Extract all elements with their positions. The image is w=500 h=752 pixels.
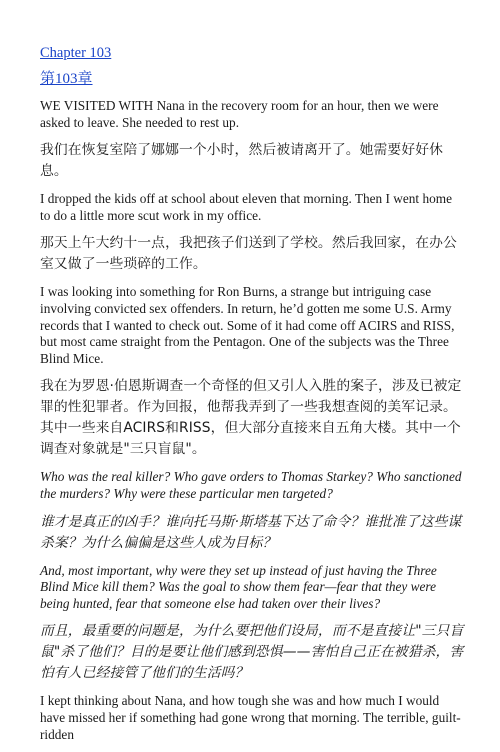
paragraph-en: I kept thinking about Nana, and how tough she was and how much I would have missed her if something had gone wrong that morning. The terrible, guilt-ridden xyxy=(40,693,461,742)
chapter-link-zh[interactable]: 第103章 xyxy=(40,71,93,87)
chapter-link-en[interactable]: Chapter 103 xyxy=(40,45,112,61)
paragraph-en: WE VISITED WITH Nana in the recovery room for an hour, then we were asked to leave. She needed to rest up. xyxy=(40,98,439,130)
paragraph-en: I dropped the kids off at school about eleven that morning. Then I went home to do a little more scut work in my office. xyxy=(40,191,452,223)
paragraph-zh: 我们在恢复室陪了娜娜一个小时，然后被请离开了。她需要好好休息。 xyxy=(40,142,444,180)
document-page xyxy=(40,44,464,752)
paragraph-en-italic: And, most important, why were they set up instead of just having the Three Blind Mice kill them? Was the goal to show them fear—fear that they were being hunted, fear that someone else had taken over their lives? xyxy=(40,562,437,611)
paragraph-en-italic: Who was the real killer? Who gave orders to Thomas Starkey? Who sanctioned the murders? Why were these particular men targeted? xyxy=(40,469,462,501)
paragraph-zh: 我在为罗恩·伯恩斯调查一个奇怪的但又引人入胜的案子，涉及已被定罪的性犯罪者。作为回报，他帮我弄到了一些我想查阅的美军记录。其中一些来自ACIRS和RISS，但大部分直接来自五角大楼。其中一个调查对象就是"三只盲鼠"。 xyxy=(40,378,462,458)
paragraph-en: I was looking into something for Ron Burns, a strange but intriguing case involving convicted sex offenders. In return, he’d gotten me some U.S. Army records that I wanted to check out. Some of it had come off ACIRS and RISS, but most came straight from the Pentagon. One of the subjects was the Three Blind Mice. xyxy=(40,284,455,366)
paragraph-zh-italic: 而且，最重要的问题是，为什么要把他们设局，而不是直接让"三只盲鼠"杀了他们？目的是要让他们感到恐惧——害怕自己正在被猎杀，害怕有人已经接管了他们的生活吗？ xyxy=(40,623,464,682)
paragraph-zh-italic: 谁才是真正的凶手？谁向托马斯·斯塔基下达了命令？谁批准了这些谋杀案？为什么偏偏是这些人成为目标？ xyxy=(40,513,462,551)
paragraph-zh: 那天上午大约十一点，我把孩子们送到了学校。然后我回家，在办公室又做了一些琐碎的工作。 xyxy=(40,235,457,273)
